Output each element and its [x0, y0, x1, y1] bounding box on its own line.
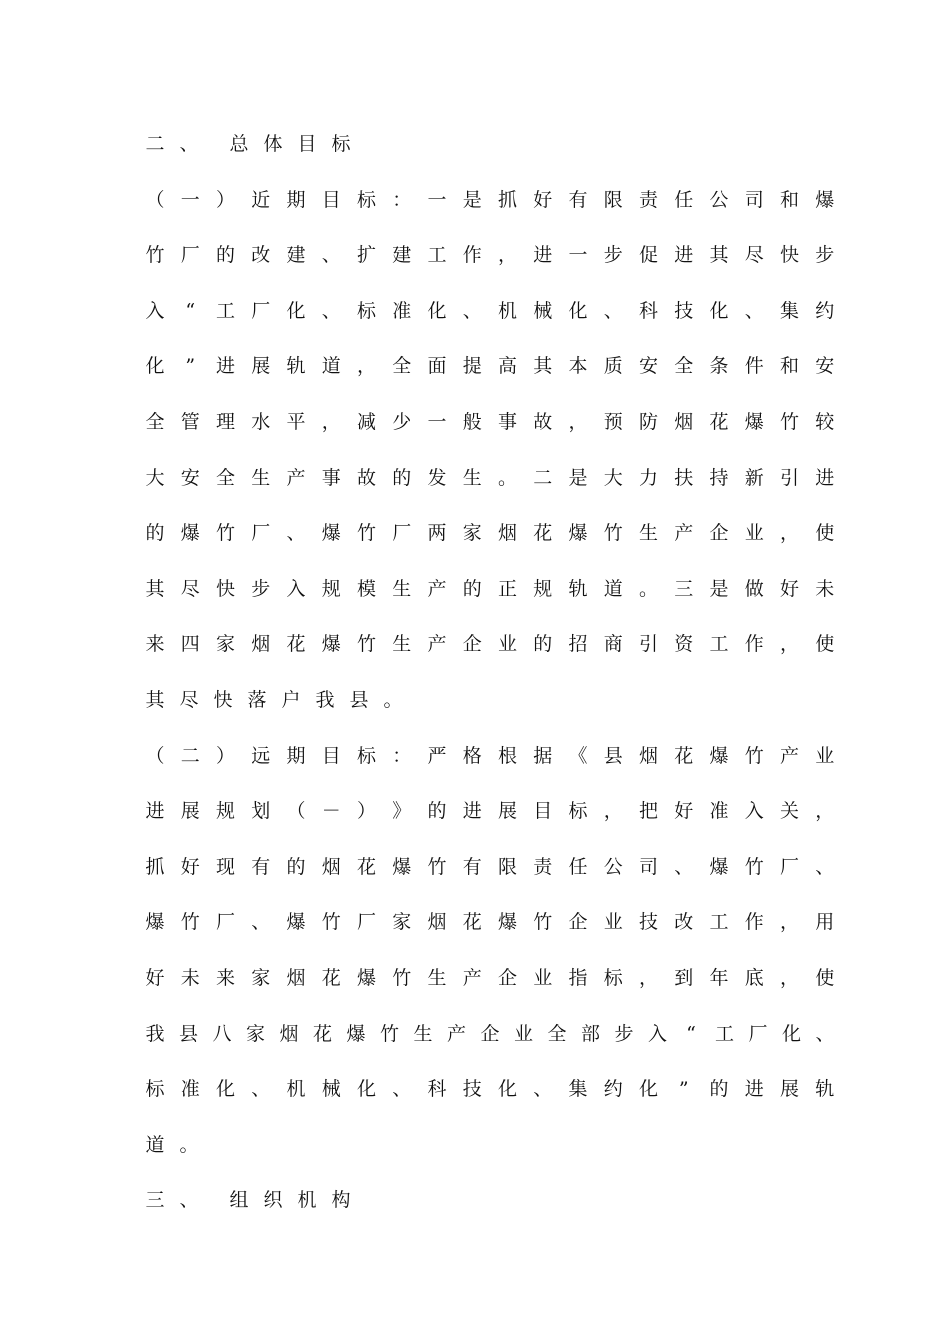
- paragraph-line: 道 。: [145, 1133, 199, 1156]
- paragraph-line: 三 、 组 织 机 构: [145, 1189, 351, 1212]
- paragraph-line: （ 一 ） 近 期 目 标 ： 一 是 抓 好 有 限 责 任 公 司 和 爆: [145, 188, 835, 211]
- paragraph-line: 抓 好 现 有 的 烟 花 爆 竹 有 限 责 任 公 司 、 爆 竹 厂 、: [145, 855, 835, 878]
- paragraph-line: 其 尽 快 落 户 我 县 。: [145, 688, 403, 711]
- paragraph-line: 化 ” 进 展 轨 道 ， 全 面 提 高 其 本 质 安 全 条 件 和 安: [145, 355, 835, 378]
- paragraph-line: 其 尽 快 步 入 规 模 生 产 的 正 规 轨 道 。 三 是 做 好 未: [145, 577, 835, 600]
- paragraph-line: 大 安 全 生 产 事 故 的 发 生 。 二 是 大 力 扶 持 新 引 进: [145, 466, 835, 489]
- paragraph-line: （ 二 ） 远 期 目 标 ： 严 格 根 据 《 县 烟 花 爆 竹 产 业: [145, 744, 835, 767]
- paragraph-line: 标 准 化 、 机 械 化 、 科 技 化 、 集 约 化 ” 的 进 展 轨: [145, 1078, 835, 1101]
- paragraph-line: 竹 厂 的 改 建 、 扩 建 工 作 ， 进 一 步 促 进 其 尽 快 步: [145, 244, 835, 267]
- document-body: [145, 130, 835, 1242]
- paragraph-line: 我 县 八 家 烟 花 爆 竹 生 产 企 业 全 部 步 入 “ 工 厂 化 、: [145, 1022, 835, 1045]
- paragraph-line: 的 爆 竹 厂 、 爆 竹 厂 两 家 烟 花 爆 竹 生 产 企 业 ， 使: [145, 522, 835, 545]
- paragraph-line: 好 未 来 家 烟 花 爆 竹 生 产 企 业 指 标 ， 到 年 底 ， 使: [145, 966, 835, 989]
- paragraph-line: 来 四 家 烟 花 爆 竹 生 产 企 业 的 招 商 引 资 工 作 ， 使: [145, 633, 835, 656]
- paragraph-line: 进 展 规 划 （ － ） 》 的 进 展 目 标 ， 把 好 准 入 关 ，: [145, 800, 835, 823]
- paragraph-line: 入 “ 工 厂 化 、 标 准 化 、 机 械 化 、 科 技 化 、 集 约: [145, 299, 835, 322]
- paragraph-line: 全 管 理 水 平 ， 减 少 一 般 事 故 ， 预 防 烟 花 爆 竹 较: [145, 410, 835, 433]
- paragraph-line: 二 、 总 体 目 标: [145, 133, 351, 155]
- paragraph-line: 爆 竹 厂 、 爆 竹 厂 家 烟 花 爆 竹 企 业 技 改 工 作 ， 用: [145, 911, 835, 934]
